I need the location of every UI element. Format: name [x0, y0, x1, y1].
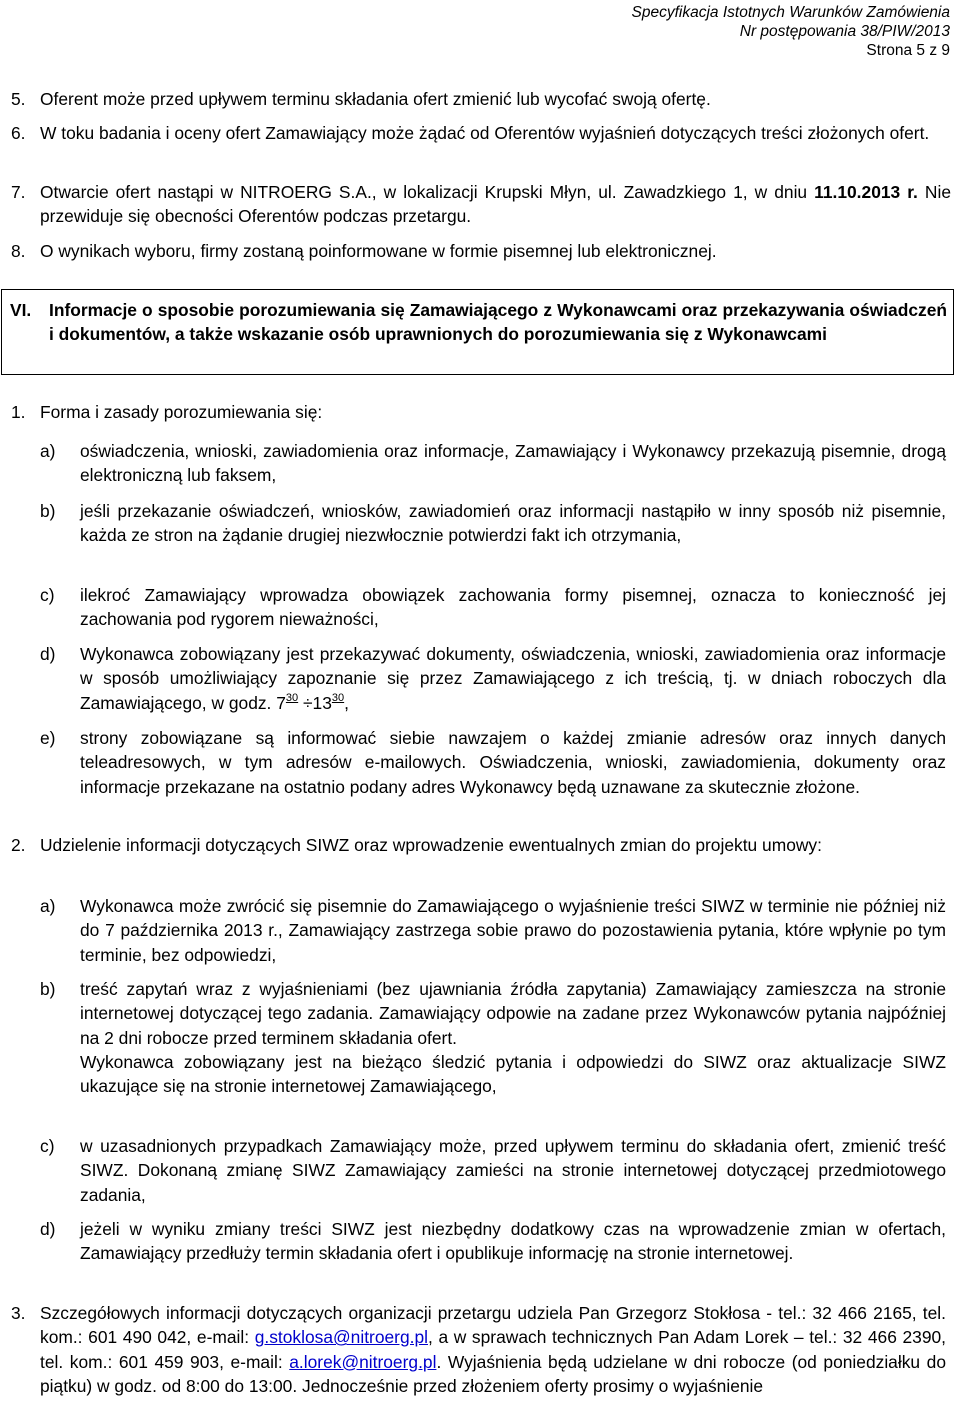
sub-text: ilekroć Zamawiający wprowadza obowiązek zachowania formy pisemnej, oznacza to konieczność jej zachowania pod rygorem nieważności,: [80, 585, 946, 630]
sub-letter: d): [40, 644, 56, 664]
point-1b: [40, 499, 946, 548]
header-ref-number: Nr postępowania 38/PIW/2013: [739, 23, 950, 40]
sub-letter: c): [40, 585, 55, 605]
point-title: Forma i zasady porozumiewania się:: [40, 402, 323, 422]
item-text: W toku badania i oceny ofert Zamawiający może żądać od Oferentów wyjaśnień dotyczących treści złożonych ofert.: [40, 123, 930, 143]
sub-letter: b): [40, 979, 56, 999]
point-number: 1.: [11, 402, 26, 422]
item-number: 6.: [11, 123, 26, 143]
sub-text-continued: Wykonawca zobowiązany jest na bieżąco śledzić pytania i odpowiedzi do SIWZ oraz aktualizacje SIWZ ukazujące się na stronie internetowej Zamawiającego,: [80, 1051, 946, 1097]
point-number: 3.: [11, 1303, 26, 1323]
section-number: VI.: [10, 300, 32, 320]
page-header: [632, 3, 950, 60]
time-superscript: 30: [285, 691, 299, 704]
point-2a: [40, 894, 946, 967]
point-1-title: [11, 400, 951, 424]
list-item-7: [11, 180, 951, 229]
point-number: 2.: [11, 835, 26, 855]
sub-letter: e): [40, 728, 56, 748]
sub-text: w uzasadnionych przypadkach Zamawiający może, przed upływem terminu do składania ofert, zmienić treść SIWZ. Dokonaną zmianę SIWZ Zamawiający zamieści na stronie internetowej dotyczącej przedmiotowego zadania,: [80, 1136, 946, 1205]
point-text: Szczegółowych informacji dotyczących organizacji przetargu udziela Pan Grzegorz Stokłosa - tel.: 32 466 2165, tel. kom.: 601 490 042, e-mail: g.stoklosa@nitroerg.pl, a w sprawach technicznych Pan Adam Lorek – tel.: 32 466 2390, tel. kom.: 601 459 903, e-mail: a.lorek@nitroerg.pl. Wyjaśnienia będą udzielane w dni robocze (od poniedziałku do piątku) w godz. od 8:00 do 13:00. Jednocześnie przed złożeniem oferty prosimy o wyjaśnienie: [40, 1303, 947, 1396]
item-number: 5.: [11, 89, 26, 109]
sub-letter: a): [40, 896, 56, 916]
header-title: Specyfikacja Istotnych Warunków Zamówienia: [631, 4, 950, 21]
item-number: 8.: [11, 241, 26, 261]
list-item-5: [11, 87, 951, 111]
time-superscript: 30: [331, 691, 345, 704]
sub-text: oświadczenia, wnioski, zawiadomienia oraz informacje, Zamawiający i Wykonawcy przekazują pisemnie, drogą elektroniczną lub faksem,: [80, 441, 946, 486]
point-title: Udzielenie informacji dotyczących SIWZ oraz wprowadzenie ewentualnych zmian do projektu umowy:: [40, 835, 822, 855]
sub-text: jeśli przekazanie oświadczeń, wniosków, zawiadomień oraz informacji nastąpiło w inny sposób niż pisemnie, każda ze stron na żądanie drugiej niezwłocznie potwierdzi fakt ich otrzymania,: [80, 501, 946, 546]
point-1a: [40, 439, 946, 488]
item-text: Otwarcie ofert nastąpi w NITROERG S.A., w lokalizacji Krupski Młyn, ul. Zawadzkiego 1, w dniu 11.10.2013 r. Nie przewiduje się obecności Oferentów podczas przetargu.: [40, 182, 951, 227]
sub-text: jeżeli w wyniku zmiany treści SIWZ jest niezbędny dodatkowy czas na wprowadzenie zmian w ofertach, Zamawiający przedłuży termin składania ofert i opublikuje informację na stronie internetowej.: [80, 1219, 946, 1264]
section-vi-box: [1, 289, 954, 375]
point-1d: [40, 642, 946, 715]
opening-date: 11.10.2013 r.: [814, 182, 918, 202]
item-text: O wynikach wyboru, firmy zostaną poinformowane w formie pisemnej lub elektronicznej.: [40, 241, 717, 261]
item-number: 7.: [11, 182, 26, 202]
point-2d: [40, 1217, 946, 1266]
sub-letter: b): [40, 501, 56, 521]
section-title: Informacje o sposobie porozumiewania się Zamawiającego z Wykonawcami oraz przekazywania oświadczeń i dokumentów, a także wskazanie osób uprawnionych do porozumiewania się z Wykonawcami: [49, 300, 947, 344]
item-text: Oferent może przed upływem terminu składania ofert zmienić lub wycofać swoją ofertę.: [40, 89, 711, 109]
sub-text: Wykonawca może zwrócić się pisemnie do Zamawiającego o wyjaśnienie treści SIWZ w terminie nie później niż do 7 października 2013 r., Zamawiający zastrzega sobie prawo do pozostawienia pytania, które wpłynie po tym terminie, bez odpowiedzi,: [80, 896, 946, 965]
header-page-number: Strona 5 z 9: [866, 42, 950, 59]
point-2c: [40, 1134, 946, 1207]
list-item-6: [11, 121, 951, 145]
point-2-title: [11, 833, 946, 857]
point-3: [11, 1301, 946, 1398]
list-item-8: [11, 239, 951, 263]
point-2b: [40, 977, 946, 1098]
point-1c: [40, 583, 946, 632]
point-1e: [40, 726, 946, 799]
sub-letter: c): [40, 1136, 55, 1156]
email-link-lorek[interactable]: a.lorek@nitroerg.pl: [289, 1351, 437, 1372]
sub-text: Wykonawca zobowiązany jest przekazywać dokumenty, oświadczenia, wnioski, zawiadomienia oraz informacje w sposób umożliwiający zapoznanie się przez Zamawiającego z ich treścią, tj. w dniach roboczych dla Zamawiającego, w godz. $7^{30} \div 13^{30}$,: [80, 644, 946, 713]
sub-text: strony zobowiązane są informować siebie nawzajem o każdej zmianie adresów oraz innych danych teleadresowych, w tym adresów e-mailowych. Oświadczenia, wnioski, zawiadomienia, dokumenty oraz informacje przekazane na ostatnio podany adres Wykonawcy będą uznawane za skutecznie złożone.: [80, 728, 946, 797]
sub-letter: a): [40, 441, 56, 461]
sub-letter: d): [40, 1219, 56, 1239]
email-link-stoklosa[interactable]: g.stoklosa@nitroerg.pl: [254, 1327, 428, 1348]
sub-text: treść zapytań wraz z wyjaśnieniami (bez ujawniania źródła zapytania) Zamawiający zamieszcza na stronie internetowej dotyczącej tego zadania. Zamawiający odpowie na zadane przez Wykonawców pytania najpóźniej na 2 dni robocze przed terminem składania ofert.: [80, 979, 946, 1048]
